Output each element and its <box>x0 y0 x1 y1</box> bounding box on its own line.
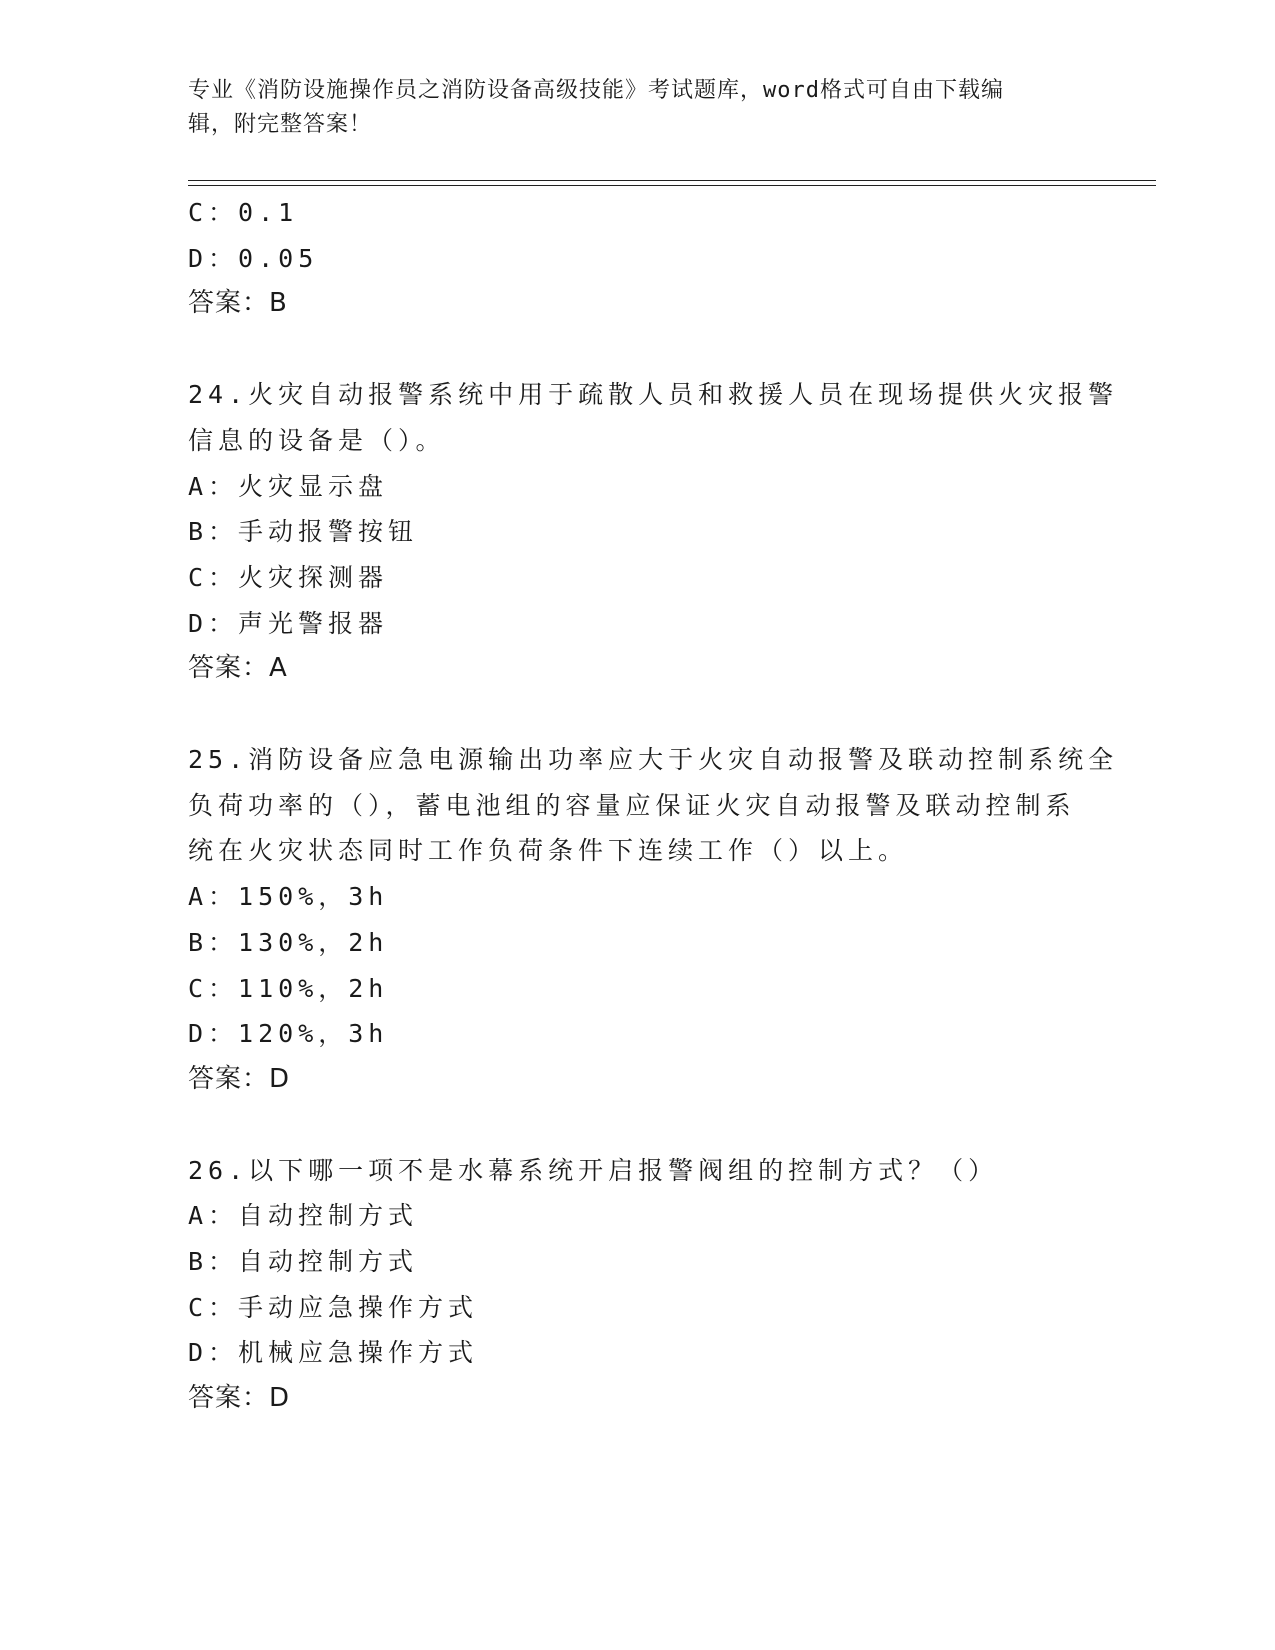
question-text-line: 信息的设备是（）。 <box>188 425 446 455</box>
option-d: D：0.05 <box>188 243 319 273</box>
question-text-line: 25.消防设备应急电源输出功率应大于火灾自动报警及联动控制系统全 <box>188 745 1119 775</box>
spacer <box>188 1103 1088 1148</box>
header-divider-top <box>188 180 1156 181</box>
option-a: A：火灾显示盘 <box>188 471 389 501</box>
option-c: C：110%，2h <box>188 973 389 1003</box>
question-text-line: 24.火灾自动报警系统中用于疏散人员和救援人员在现场提供火灾报警 <box>188 380 1119 410</box>
prev-question-block <box>188 190 1088 327</box>
option-b: B：手动报警按钮 <box>188 517 419 547</box>
answer-line: 答案：D <box>188 1063 291 1094</box>
answer-line: 答案：D <box>188 1383 291 1414</box>
question-26 <box>188 1148 1088 1422</box>
spacer <box>188 692 1088 737</box>
option-c: C：0.1 <box>188 198 299 227</box>
option-d: D：120%，3h <box>188 1019 389 1049</box>
spacer <box>188 327 1088 372</box>
option-d: D：机械应急操作方式 <box>188 1338 479 1368</box>
answer-line: 答案：B <box>188 288 288 319</box>
question-25 <box>188 737 1119 1103</box>
option-b: B：自动控制方式 <box>188 1247 419 1277</box>
question-text-line: 负荷功率的（），蓄电池组的容量应保证火灾自动报警及联动控制系 <box>188 790 1076 820</box>
answer-line: 答案：A <box>188 653 288 684</box>
question-text-line: 26.以下哪一项不是水幕系统开启报警阀组的控制方式？（） <box>188 1155 999 1185</box>
header-line-1: 专业《消防设施操作员之消防设备高级技能》考试题库，word格式可自由下载编 <box>188 78 1004 103</box>
document-header <box>188 74 1068 142</box>
option-c: C：手动应急操作方式 <box>188 1292 479 1322</box>
option-c: C：火灾探测器 <box>188 562 389 592</box>
option-a: A：自动控制方式 <box>188 1201 419 1231</box>
option-a: A：150%，3h <box>188 882 389 912</box>
header-divider-bottom <box>188 185 1156 186</box>
question-content <box>188 190 1119 1422</box>
option-d: D：声光警报器 <box>188 608 389 638</box>
header-line-2: 辑，附完整答案！ <box>188 112 373 137</box>
question-24 <box>188 372 1119 692</box>
question-text-line: 统在火灾状态同时工作负荷条件下连续工作（）以上。 <box>188 836 909 866</box>
option-b: B：130%，2h <box>188 927 389 957</box>
